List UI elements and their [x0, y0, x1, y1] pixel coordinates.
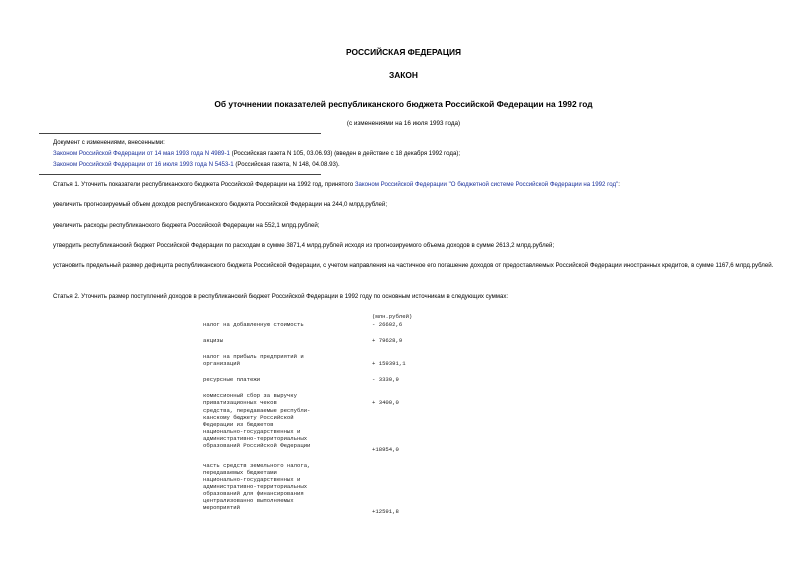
table-row-label: часть средств земельного налога, передаваемых бюджетами национально-государственных и административно-территориальных образований для финансирования централизованно выполняемых мероприятий — [203, 462, 311, 511]
table-row-label: ресурсные платежи — [203, 376, 261, 383]
change-item-2 — [53, 161, 340, 169]
table-row-value: - 3330,9 — [372, 376, 399, 383]
table-row-label: комиссионный сбор за выручку приватизационных чеков — [203, 392, 297, 406]
paragraph-deficit: установить предельный размер дефицита республиканского бюджета Российской Федерации, с учетом направления на частичное его погашение доходов от предоставляемых Российской Федерации иностранных кредитов, в сумме 1167,6 млрд.рублей. — [53, 262, 774, 269]
table-row-value: - 26602,6 — [372, 321, 403, 328]
table-row-label: акцизы — [203, 337, 224, 344]
country-heading: РОССИЙСКАЯ ФЕДЕРАЦИЯ — [345, 47, 462, 57]
paragraph-revenue: увеличить прогнозируемый объем доходов республиканского бюджета Российской Федерации на 244,0 млрд.рублей; — [53, 201, 388, 208]
divider-top — [39, 133, 321, 134]
table-unit: (млн.рублей) — [372, 313, 413, 320]
article-2: Статья 2. Уточнить размер поступлений доходов в республиканский бюджет Российской Федерации в 1992 году по основным источникам в следующих суммах: — [53, 293, 509, 300]
table-row-label: средства, передаваемые республи- канскому бюджету Российской Федерации из бюджетов национально-государственных и административно-территориальных образований Российской Федерации — [203, 407, 311, 449]
law-title: Об уточнении показателей республиканского бюджета Российской Федерации на 1992 год — [214, 99, 593, 109]
doc-type-heading: ЗАКОН — [389, 70, 418, 80]
change-rest-2: (Российская газета, N 148, 04.08.93). — [233, 161, 340, 168]
article-1-text: Статья 1. Уточнить показатели республиканского бюджета Российской Федерации на 1992 год, принятого — [53, 181, 355, 188]
table-row-value: + 159391,1 — [372, 360, 406, 367]
paragraph-expenses: увеличить расходы республиканского бюджета Российской Федерации на 552,1 млрд.рублей; — [53, 222, 320, 229]
change-item-1 — [53, 150, 460, 158]
changes-intro: Документ с изменениями, внесенными: — [53, 139, 165, 146]
article-1-end: : — [618, 181, 620, 188]
change-rest-1: (Российская газета N 105, 03.06.93) (введен в действие с 18 декабря 1992 года); — [229, 150, 461, 157]
table-row-label: налог на добавленную стоимость — [203, 321, 304, 328]
change-link-1[interactable]: Законом Российской Федерации от 14 мая 1993 года N 4989-1 — [53, 150, 230, 157]
table-row-label: налог на прибыль предприятий и организаций — [203, 353, 304, 367]
article-1 — [53, 181, 620, 189]
paragraph-approve: утвердить республиканский бюджет Российской Федерации по расходам в сумме 3871,4 млрд.рублей исходя из прогнозируемого объема доходов в сумме 2613,2 млрд.рублей; — [53, 242, 555, 249]
table-row-value: +18954,0 — [372, 446, 399, 453]
budget-system-law-link[interactable]: Законом Российской Федерации "О бюджетной системе Российской Федерации на 1992 год" — [354, 181, 619, 188]
divider-bottom — [39, 174, 321, 175]
table-row-value: + 79628,9 — [372, 337, 403, 344]
change-link-2[interactable]: Законом Российской Федерации от 16 июля 1993 года N 5453-1 — [53, 161, 234, 168]
table-row-value: +12591,8 — [372, 508, 399, 515]
amendments-note: (с изменениями на 16 июля 1993 года) — [346, 120, 461, 127]
table-row-value: + 3400,0 — [372, 399, 399, 406]
